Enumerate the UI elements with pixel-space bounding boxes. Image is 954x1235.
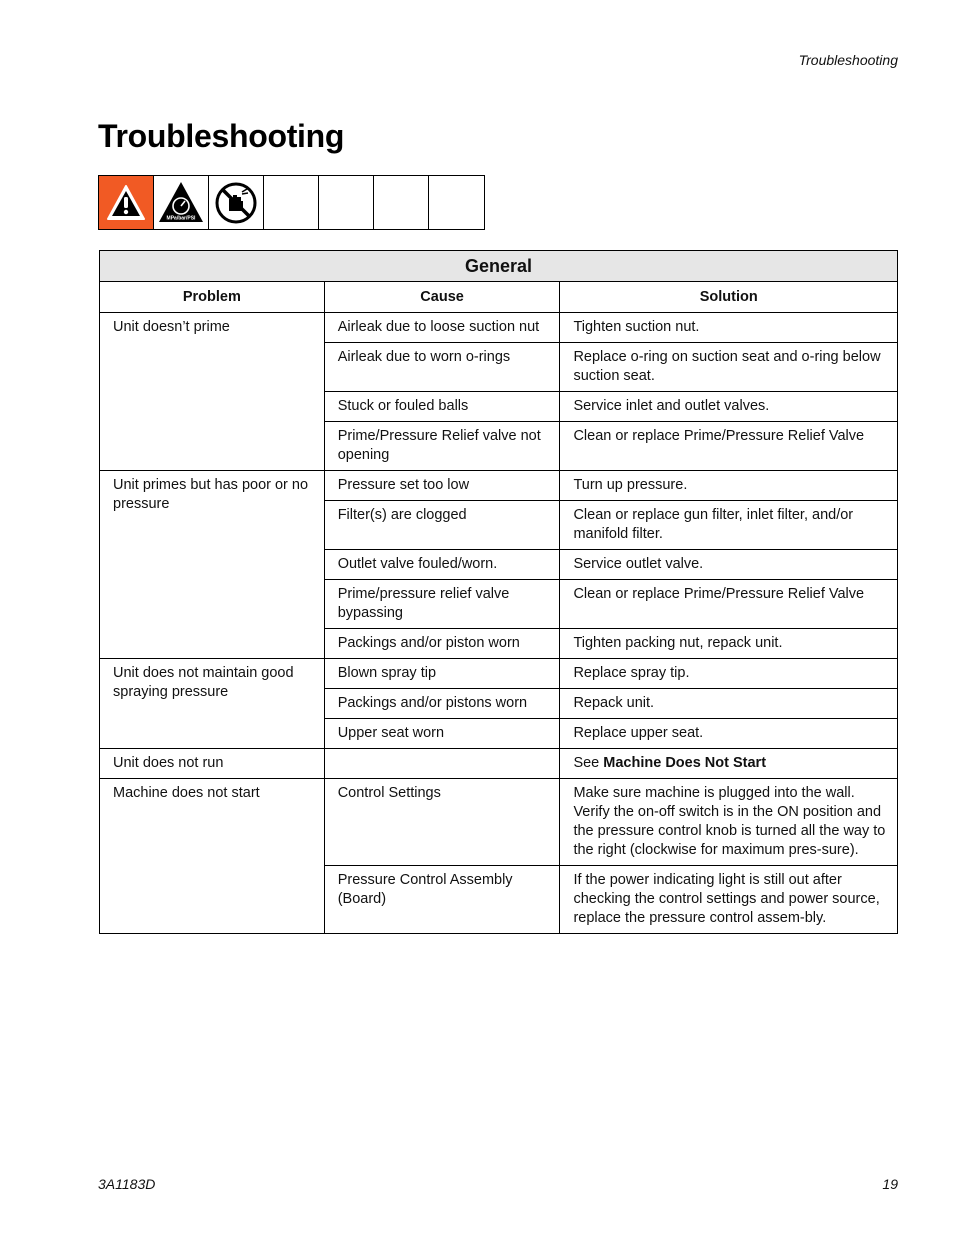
cause-cell: Prime/Pressure Relief valve not opening — [324, 422, 560, 471]
empty-icon-slot — [429, 176, 484, 229]
cause-cell: Pressure Control Assembly (Board) — [324, 866, 560, 934]
solution-cell: Replace o-ring on suction seat and o-ring below suction seat. — [560, 343, 898, 392]
page-title: Troubleshooting — [98, 118, 345, 154]
cause-cell: Airleak due to worn o-rings — [324, 343, 560, 392]
table-row — [100, 749, 898, 779]
running-head: Troubleshooting — [798, 52, 898, 68]
cause-cell: Stuck or fouled balls — [324, 392, 560, 422]
solution-cell: Service outlet valve. — [560, 550, 898, 580]
solution-cell: Tighten packing nut, repack unit. — [560, 629, 898, 659]
cause-cell: Airleak due to loose suction nut — [324, 313, 560, 343]
column-header-cause: Cause — [324, 282, 560, 313]
cause-cell: Prime/pressure relief valve bypassing — [324, 580, 560, 629]
solution-cell: Clean or replace gun filter, inlet filter, and/or manifold filter. — [560, 501, 898, 550]
hazard-icon-strip — [98, 175, 485, 230]
page-number: 19 — [882, 1176, 898, 1192]
solution-cell: If the power indicating light is still out after checking the control settings and power source, replace the pressure control assem-bly. — [560, 866, 898, 934]
solution-cell: Tighten suction nut. — [560, 313, 898, 343]
empty-icon-slot — [374, 176, 429, 229]
table-row — [100, 313, 898, 343]
solution-cell: Turn up pressure. — [560, 471, 898, 501]
pressure-gauge-icon — [154, 176, 209, 229]
solution-cell: Repack unit. — [560, 689, 898, 719]
cause-cell: Upper seat worn — [324, 719, 560, 749]
troubleshooting-table — [99, 250, 898, 934]
cause-cell: Filter(s) are clogged — [324, 501, 560, 550]
cause-cell: Pressure set too low — [324, 471, 560, 501]
cause-cell: Packings and/or piston worn — [324, 629, 560, 659]
document-number: 3A1183D — [98, 1176, 156, 1192]
solution-cell: Clean or replace Prime/Pressure Relief Valve — [560, 422, 898, 471]
solution-cell — [560, 749, 898, 779]
empty-icon-slot — [319, 176, 374, 229]
solution-cell: Make sure machine is plugged into the wall. Verify the on-off switch is in the ON position and the pressure control knob is turned all the way to the right (clockwise for maximum pres-sure). — [560, 779, 898, 866]
section-heading: General — [100, 251, 898, 282]
column-header-solution: Solution — [560, 282, 898, 313]
pressure-unit-label: MPa/bar/PSI — [166, 215, 196, 221]
cause-cell: Packings and/or pistons worn — [324, 689, 560, 719]
solution-cross-reference: Machine Does Not Start — [603, 755, 767, 771]
solution-cell: Service inlet and outlet valves. — [560, 392, 898, 422]
problem-cell: Machine does not start — [100, 779, 325, 934]
solution-cell: Replace upper seat. — [560, 719, 898, 749]
problem-cell: Unit doesn’t prime — [100, 313, 325, 471]
table-row — [100, 659, 898, 689]
table-row — [100, 779, 898, 866]
solution-cell: Replace spray tip. — [560, 659, 898, 689]
column-header-problem: Problem — [100, 282, 325, 313]
cause-cell — [324, 749, 560, 779]
no-hand-spray-icon — [209, 176, 264, 229]
problem-cell: Unit does not run — [100, 749, 325, 779]
problem-cell: Unit primes but has poor or no pressure — [100, 471, 325, 659]
cause-cell: Control Settings — [324, 779, 560, 866]
problem-cell: Unit does not maintain good spraying pressure — [100, 659, 325, 749]
warning-triangle-icon — [99, 176, 154, 229]
cause-cell: Outlet valve fouled/worn. — [324, 550, 560, 580]
solution-cell: Clean or replace Prime/Pressure Relief Valve — [560, 580, 898, 629]
cause-cell: Blown spray tip — [324, 659, 560, 689]
solution-prefix: See — [573, 755, 604, 771]
table-row — [100, 471, 898, 501]
empty-icon-slot — [264, 176, 319, 229]
